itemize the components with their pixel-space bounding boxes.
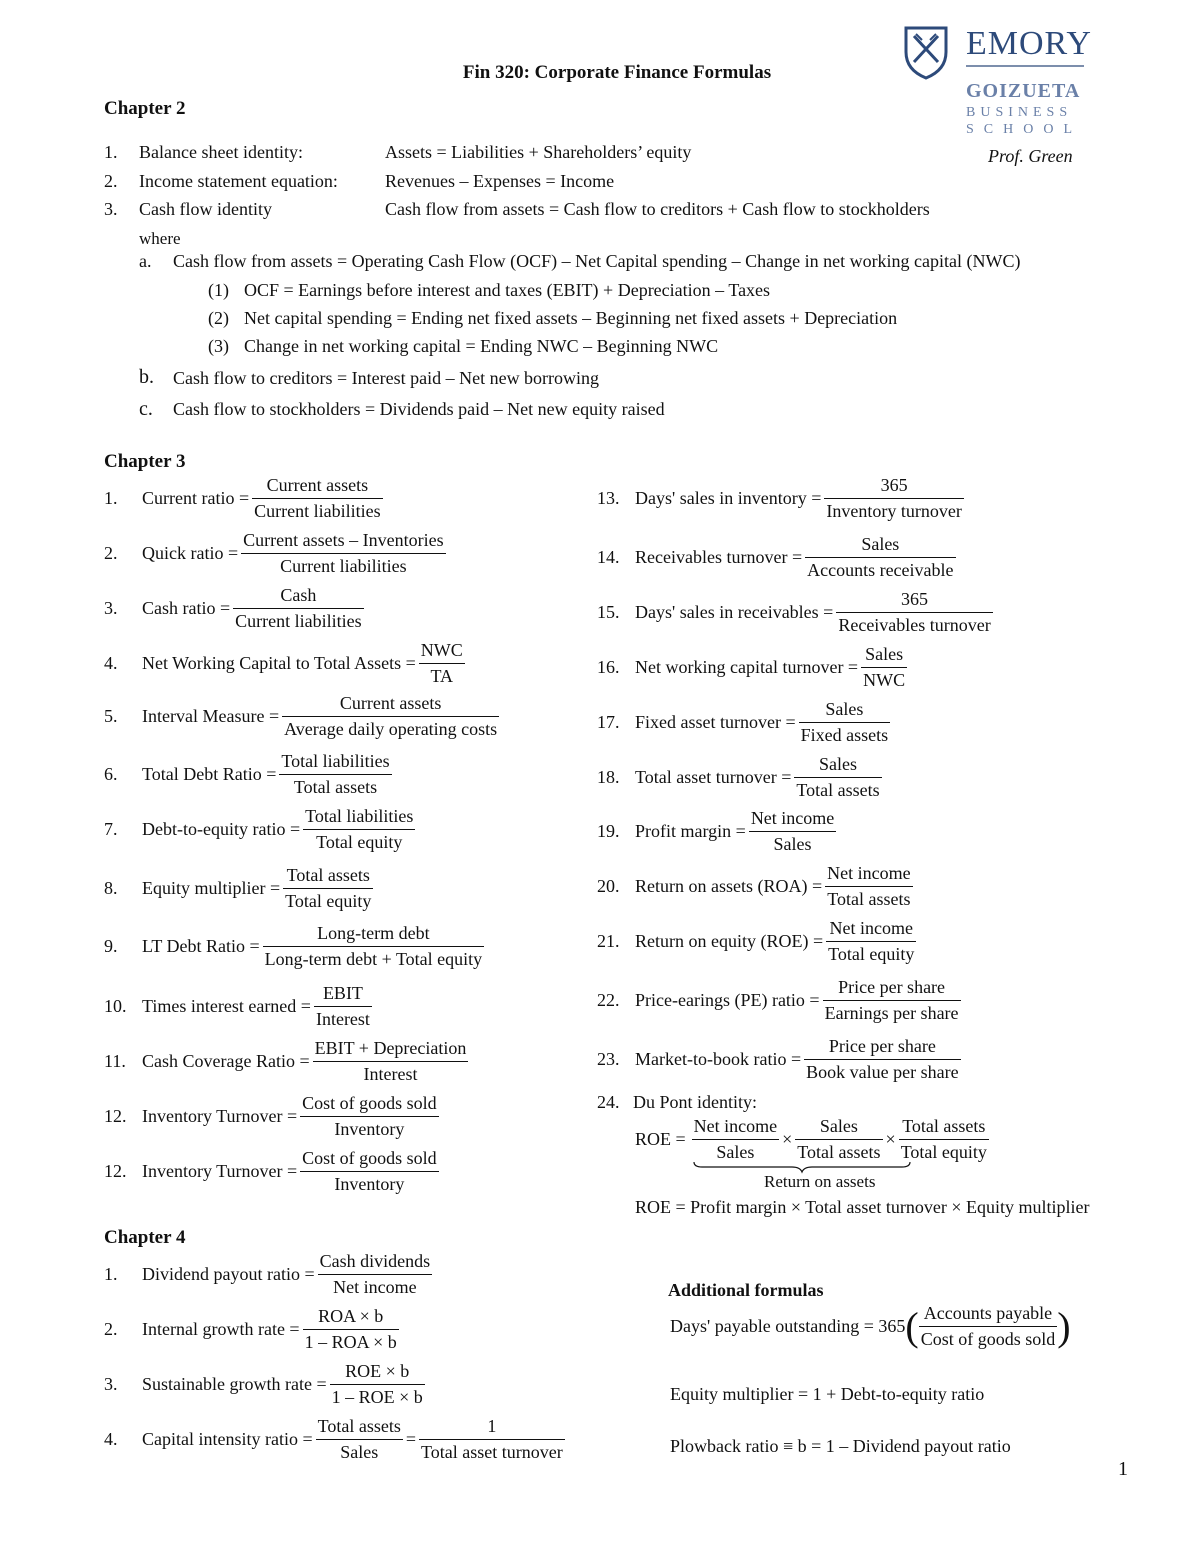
denominator: 1 – ROE × b <box>331 1387 423 1407</box>
denominator: Book value per share <box>806 1062 959 1082</box>
fraction <box>919 1303 1058 1350</box>
formula-row <box>597 863 916 910</box>
formula-label: LT Debt Ratio = <box>142 936 260 956</box>
denominator: Net income <box>333 1277 417 1297</box>
formula-row <box>104 865 376 912</box>
sub-mark: (3) <box>208 336 229 356</box>
fraction <box>861 644 907 691</box>
formula-row <box>104 983 375 1030</box>
item-number: 9. <box>104 936 118 956</box>
left-paren: ( <box>905 1303 919 1349</box>
balance-sheet-formula: Assets = Liabilities + Shareholders’ equity <box>385 142 692 162</box>
denominator: Total assets <box>827 889 911 909</box>
numerator: Cash dividends <box>318 1251 433 1275</box>
sub-mark: a. <box>139 251 152 271</box>
formula-label: Return on equity (ROE) = <box>635 931 824 951</box>
formula-row <box>104 1251 435 1298</box>
fraction <box>795 1116 882 1163</box>
numerator: Total liabilities <box>303 806 415 830</box>
formula-label: Receivables turnover = <box>635 547 803 567</box>
where-label: where <box>139 229 181 248</box>
cash-flow-creditors-formula: Cash flow to creditors = Interest paid – Net new borrowing <box>173 368 600 388</box>
fraction <box>419 640 465 687</box>
item-number: 22. <box>597 990 620 1010</box>
item-number: 3. <box>104 1374 118 1394</box>
numerator: Cost of goods sold <box>300 1093 439 1117</box>
formula-label: Cash ratio = <box>142 598 231 618</box>
times-symbol: × <box>885 1129 896 1149</box>
denominator: Current liabilities <box>280 556 407 576</box>
fraction <box>824 475 963 522</box>
formula-row <box>104 1148 442 1195</box>
formula-label: Quick ratio = <box>142 543 239 563</box>
roe-decomposition: ROE = Profit margin × Total asset turnover × Equity multiplier <box>635 1197 1090 1217</box>
item-number: 8. <box>104 878 118 898</box>
denominator: Average daily operating costs <box>284 719 498 739</box>
denominator: Current liabilities <box>235 611 362 631</box>
page-number: 1 <box>1118 1458 1128 1480</box>
dpo-formula <box>670 1303 1071 1350</box>
additional-formulas-heading: Additional formulas <box>668 1280 824 1300</box>
numerator: Net income <box>749 808 836 832</box>
denominator: Sales <box>773 834 812 854</box>
formula-row <box>104 1306 402 1353</box>
item-number: 1. <box>104 1264 118 1284</box>
denominator: 1 – ROA × b <box>304 1332 397 1352</box>
dupont-label: Du Pont identity: <box>633 1092 758 1112</box>
denominator: Accounts receivable <box>807 560 954 580</box>
fraction <box>825 863 912 910</box>
numerator: EBIT <box>314 983 372 1007</box>
denominator: Interest <box>315 1009 370 1029</box>
formula-label: Net working capital turnover = <box>635 657 859 677</box>
income-statement-formula: Revenues – Expenses = Income <box>385 171 615 191</box>
formula-row <box>597 754 885 801</box>
formula-label: Times interest earned = <box>142 996 311 1016</box>
fraction <box>279 751 391 798</box>
item-number: 1. <box>104 488 118 508</box>
formula-row <box>597 644 910 691</box>
change-nwc-formula: Change in net working capital = Ending NWC – Beginning NWC <box>244 336 719 356</box>
fraction <box>241 530 445 577</box>
numerator: Sales <box>805 534 955 558</box>
formula-label: Internal growth rate = <box>142 1319 300 1339</box>
denominator: Total assets <box>797 1142 881 1162</box>
denominator: Total equity <box>316 832 403 852</box>
denominator: Fixed assets <box>800 725 889 745</box>
formula-label: Market-to-book ratio = <box>635 1049 802 1069</box>
item-number: 7. <box>104 819 118 839</box>
svg-text:BUSINESS: BUSINESS <box>966 105 1073 120</box>
denominator: Total equity <box>828 944 915 964</box>
formula-label: Interval Measure = <box>142 706 280 726</box>
svg-text:GOIZUETA: GOIZUETA <box>966 80 1081 102</box>
fraction <box>283 865 373 912</box>
fraction <box>794 754 881 801</box>
formula-label: Total asset turnover = <box>635 767 792 787</box>
brace-label: Return on assets <box>764 1172 876 1191</box>
denominator: Cost of goods sold <box>920 1329 1056 1349</box>
formula-row <box>104 640 468 687</box>
numerator: Sales <box>799 699 891 723</box>
fraction <box>252 475 382 522</box>
cash-flow-identity-formula: Cash flow from assets = Cash flow to creditors + Cash flow to stockholders <box>385 199 930 219</box>
numerator: Current assets <box>282 693 499 717</box>
formula-row <box>597 977 964 1024</box>
fraction <box>300 1148 439 1195</box>
numerator: Total assets <box>316 1416 403 1440</box>
balance-sheet-label: Balance sheet identity: <box>139 142 303 162</box>
formula-label: Current ratio = <box>142 488 250 508</box>
denominator: Inventory <box>334 1174 405 1194</box>
numerator: Price per share <box>823 977 961 1001</box>
formula-label: Net Working Capital to Total Assets = <box>142 653 416 673</box>
formula-label: Inventory Turnover = <box>142 1161 298 1181</box>
item-number: 10. <box>104 996 127 1016</box>
denominator: Long-term debt + Total equity <box>264 949 483 969</box>
formula-row <box>597 534 959 581</box>
fraction <box>300 1093 439 1140</box>
numerator: Sales <box>794 754 881 778</box>
item-number: 15. <box>597 602 620 622</box>
numerator: 365 <box>824 475 963 499</box>
item-number: 17. <box>597 712 620 732</box>
denominator: Inventory turnover <box>826 501 962 521</box>
formula-row <box>597 918 919 965</box>
denominator: Receivables turnover <box>838 615 991 635</box>
numerator: 1 <box>419 1416 565 1440</box>
right-paren: ) <box>1057 1303 1071 1349</box>
fraction <box>303 1306 399 1353</box>
formula-row <box>104 693 502 740</box>
denominator: Inventory <box>334 1119 405 1139</box>
dpo-label: Days' payable outstanding = 365 <box>670 1316 906 1336</box>
denominator: Total equity <box>900 1142 987 1162</box>
numerator: Cash <box>233 585 363 609</box>
roe-label: ROE = <box>635 1129 686 1149</box>
denominator: Current liabilities <box>254 501 381 521</box>
net-capital-spending-formula: Net capital spending = Ending net fixed assets – Beginning net fixed assets + Depreciation <box>244 308 898 328</box>
formula-label: Inventory Turnover = <box>142 1106 298 1126</box>
denominator: Interest <box>363 1064 418 1084</box>
fraction <box>749 808 836 855</box>
item-number: 21. <box>597 931 620 951</box>
formula-label: Days' sales in inventory = <box>635 488 822 508</box>
formula-label: Cash Coverage Ratio = <box>142 1051 310 1071</box>
formula-row <box>104 923 487 970</box>
numerator: Total assets <box>283 865 373 889</box>
chapter-2-heading: Chapter 2 <box>104 98 186 119</box>
denominator: Earnings per share <box>824 1003 959 1023</box>
plowback-formula: Plowback ratio ≡ b = 1 – Dividend payout ratio <box>670 1436 1011 1456</box>
formula-row <box>104 1038 471 1085</box>
emory-goizueta-logo <box>900 22 1100 142</box>
numerator: Net income <box>826 918 916 942</box>
svg-text:SCHOOL: SCHOOL <box>966 122 1083 137</box>
numerator: Total assets <box>899 1116 989 1140</box>
numerator: Current assets – Inventories <box>241 530 445 554</box>
numerator: ROE × b <box>330 1361 425 1385</box>
formula-row <box>104 1416 568 1463</box>
numerator: NWC <box>419 640 465 664</box>
sub-mark: (1) <box>208 280 229 300</box>
item-number: 24. <box>597 1092 620 1112</box>
formula-label: Total Debt Ratio = <box>142 764 277 784</box>
page-title: Fin 320: Corporate Finance Formulas <box>462 62 772 83</box>
formula-row <box>597 475 967 522</box>
item-number: 2. <box>104 171 118 191</box>
item-number: 12. <box>104 1106 127 1126</box>
professor-name: Prof. Green <box>988 146 1073 166</box>
fraction <box>836 589 992 636</box>
fraction <box>233 585 363 632</box>
formula-label: Dividend payout ratio = <box>142 1264 315 1284</box>
denominator: Sales <box>340 1442 379 1462</box>
denominator: NWC <box>863 670 906 690</box>
item-number: 3. <box>104 199 118 219</box>
item-number: 13. <box>597 488 620 508</box>
formula-label: Days' sales in receivables = <box>635 602 834 622</box>
formula-row <box>597 1036 964 1083</box>
numerator: Sales <box>861 644 907 668</box>
item-number: 14. <box>597 547 620 567</box>
item-number: 6. <box>104 764 118 784</box>
numerator: Net income <box>825 863 912 887</box>
item-number: 18. <box>597 767 620 787</box>
denominator: Sales <box>716 1142 755 1162</box>
formula-label: Capital intensity ratio = <box>142 1429 313 1449</box>
numerator: Accounts payable <box>919 1303 1058 1327</box>
sub-mark: c. <box>139 398 153 420</box>
formula-row <box>104 1361 428 1408</box>
equals-sign: = <box>405 1429 417 1449</box>
fraction <box>804 1036 960 1083</box>
item-number: 19. <box>597 821 620 841</box>
item-number: 5. <box>104 706 118 726</box>
fraction <box>826 918 916 965</box>
formula-label: Equity multiplier = <box>142 878 281 898</box>
times-symbol: × <box>782 1129 793 1149</box>
formula-row <box>597 589 996 636</box>
numerator: Price per share <box>804 1036 960 1060</box>
item-number: 23. <box>597 1049 620 1069</box>
shield-icon <box>900 22 1100 142</box>
svg-text:EMORY: EMORY <box>966 25 1092 62</box>
fraction <box>330 1361 425 1408</box>
fraction <box>692 1116 779 1163</box>
sub-mark: b. <box>139 366 154 388</box>
formula-row <box>104 1093 442 1140</box>
formula-row <box>597 699 893 746</box>
numerator: Net income <box>692 1116 779 1140</box>
numerator: 365 <box>836 589 992 613</box>
numerator: Total liabilities <box>279 751 391 775</box>
item-number: 12. <box>104 1161 127 1181</box>
fraction <box>899 1116 989 1163</box>
formula-label: Profit margin = <box>635 821 746 841</box>
denominator: Total assets <box>796 780 880 800</box>
fraction <box>799 699 891 746</box>
fraction <box>282 693 499 740</box>
formula-row <box>104 806 418 853</box>
formula-label: Fixed asset turnover = <box>635 712 796 732</box>
item-number: 4. <box>104 1429 118 1449</box>
dupont-formula <box>635 1116 992 1163</box>
formula-row <box>104 751 395 798</box>
item-number: 2. <box>104 1319 118 1339</box>
denominator: Total equity <box>285 891 372 911</box>
formula-label: Return on assets (ROA) = <box>635 876 823 896</box>
income-statement-label: Income statement equation: <box>139 171 338 191</box>
numerator: ROA × b <box>303 1306 399 1330</box>
fraction <box>313 1038 469 1085</box>
numerator: EBIT + Depreciation <box>313 1038 469 1062</box>
numerator: Long-term debt <box>263 923 485 947</box>
denominator: TA <box>430 666 454 686</box>
fraction <box>805 534 955 581</box>
numerator: Cost of goods sold <box>300 1148 439 1172</box>
fraction <box>419 1416 565 1463</box>
cash-flow-identity-label: Cash flow identity <box>139 199 272 219</box>
formula-row <box>104 530 449 577</box>
item-number: 16. <box>597 657 620 677</box>
fraction <box>823 977 961 1024</box>
formula-row <box>104 585 367 632</box>
item-number: 20. <box>597 876 620 896</box>
chapter-3-heading: Chapter 3 <box>104 451 186 472</box>
cash-flow-from-assets-formula: Cash flow from assets = Operating Cash Flow (OCF) – Net Capital spending – Change in net working capital (NWC) <box>173 251 1021 271</box>
item-number: 1. <box>104 142 118 162</box>
formula-label: Sustainable growth rate = <box>142 1374 327 1394</box>
item-number: 11. <box>104 1051 126 1071</box>
item-number: 2. <box>104 543 118 563</box>
fraction <box>263 923 485 970</box>
formula-row <box>104 475 386 522</box>
cash-flow-stockholders-formula: Cash flow to stockholders = Dividends paid – Net new equity raised <box>173 399 665 419</box>
equity-multiplier-formula: Equity multiplier = 1 + Debt-to-equity ratio <box>670 1384 985 1404</box>
formula-row <box>597 808 839 855</box>
fraction <box>303 806 415 853</box>
item-number: 4. <box>104 653 118 673</box>
numerator: Current assets <box>252 475 382 499</box>
item-number: 3. <box>104 598 118 618</box>
denominator: Total asset turnover <box>421 1442 563 1462</box>
fraction <box>316 1416 403 1463</box>
formula-label: Price-earings (PE) ratio = <box>635 990 820 1010</box>
fraction <box>318 1251 433 1298</box>
ocf-formula: OCF = Earnings before interest and taxes (EBIT) + Depreciation – Taxes <box>244 280 771 300</box>
formula-label: Debt-to-equity ratio = <box>142 819 301 839</box>
numerator: Sales <box>795 1116 882 1140</box>
chapter-4-heading: Chapter 4 <box>104 1227 186 1248</box>
denominator: Total assets <box>293 777 378 797</box>
fraction <box>314 983 372 1030</box>
sub-mark: (2) <box>208 308 229 328</box>
